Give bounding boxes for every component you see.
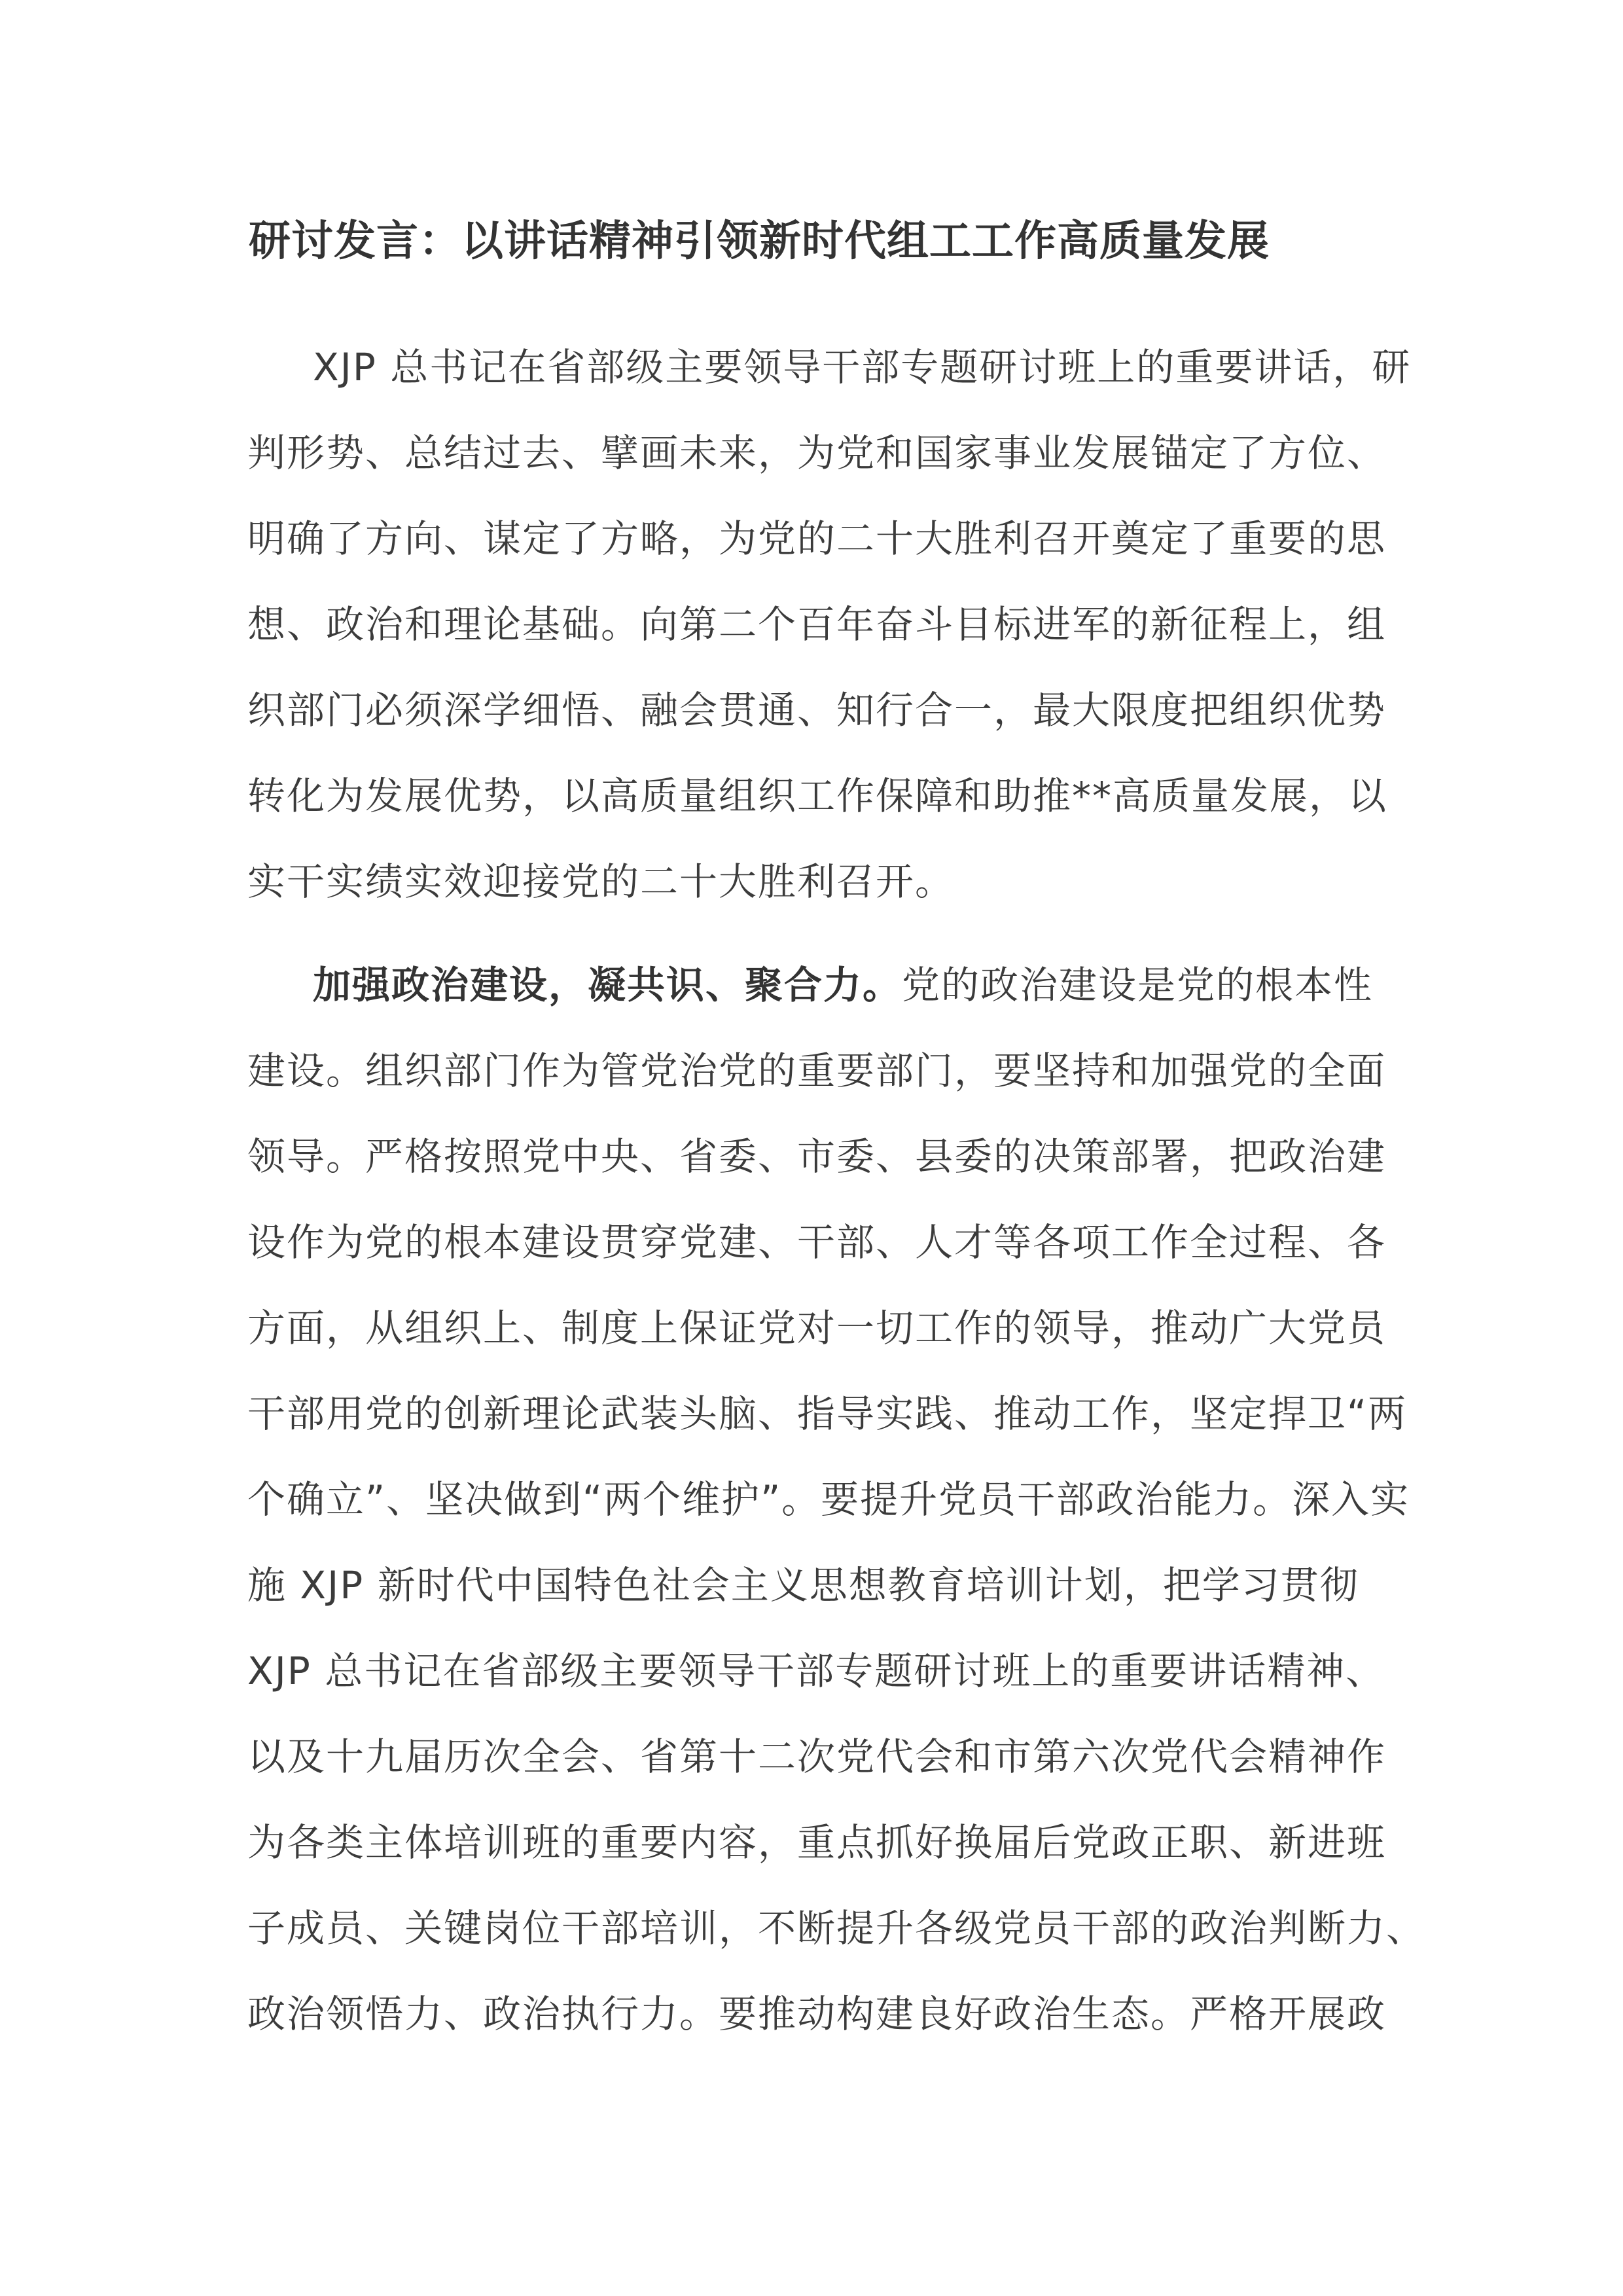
document-title: 研讨发言：以讲话精神引领新时代组工工作高质量发展 xyxy=(249,217,1270,266)
text-line: XJP 总书记在省部级主要领导干部专题研讨班上的重要讲话精神、 xyxy=(247,1649,1385,1693)
text-line-with-heading xyxy=(247,942,1386,1028)
text-line: XJP 总书记在省部级主要领导干部专题研讨班上的重要讲话，研 xyxy=(313,345,1412,389)
text-line: 个确立”、坚决做到“两个维护”。要提升党员干部政治能力。深入实 xyxy=(247,1477,1410,1522)
text-line: 政治领悟力、政治执行力。要推动构建良好政治生态。严格开展政 xyxy=(247,1992,1387,2036)
text-line: 想、政治和理论基础。向第二个百年奋斗目标进军的新征程上，组 xyxy=(247,602,1387,647)
paragraph-political-building xyxy=(247,942,1426,2057)
text-line: 转化为发展优势，以高质量组织工作保障和助推**高质量发展，以 xyxy=(247,774,1388,818)
text-line: 子成员、关键岗位干部培训，不断提升各级党员干部的政治判断力、 xyxy=(247,1906,1426,1950)
text-line: 为各类主体培训班的重要内容，重点抓好换届后党政正职、新进班 xyxy=(247,1820,1387,1865)
text-line: 以及十九届历次全会、省第十二次党代会和市第六次党代会精神作 xyxy=(247,1734,1387,1779)
section-heading: 加强政治建设，凝共识、聚合力。 xyxy=(313,963,902,1007)
text-line: 织部门必须深学细悟、融会贯通、知行合一，最大限度把组织优势 xyxy=(247,688,1387,732)
text-line: 设作为党的根本建设贯穿党建、干部、人才等各项工作全过程、各 xyxy=(247,1220,1387,1265)
text-line: 方面，从组织上、制度上保证党对一切工作的领导，推动广大党员 xyxy=(247,1306,1387,1350)
paragraph-intro xyxy=(247,325,1412,925)
text-line: 实干实绩实效迎接党的二十大胜利召开。 xyxy=(247,859,955,904)
text-line: 判形势、总结过去、擘画未来，为党和国家事业发展锚定了方位、 xyxy=(247,431,1387,475)
text-line: 干部用党的创新理论武装头脑、指导实践、推动工作，坚定捍卫“两 xyxy=(247,1391,1408,1436)
text-line: 明确了方向、谋定了方略，为党的二十大胜利召开奠定了重要的思 xyxy=(247,516,1387,561)
text-line: 领导。严格按照党中央、省委、市委、县委的决策部署，把政治建 xyxy=(247,1134,1387,1179)
heading-line-text: 党的政治建设是党的根本性 xyxy=(902,963,1374,1007)
text-line: 建设。组织部门作为管党治党的重要部门，要坚持和加强党的全面 xyxy=(247,1049,1387,1093)
text-line: 施 XJP 新时代中国特色社会主义思想教育培训计划，把学习贯彻 xyxy=(247,1563,1359,1607)
